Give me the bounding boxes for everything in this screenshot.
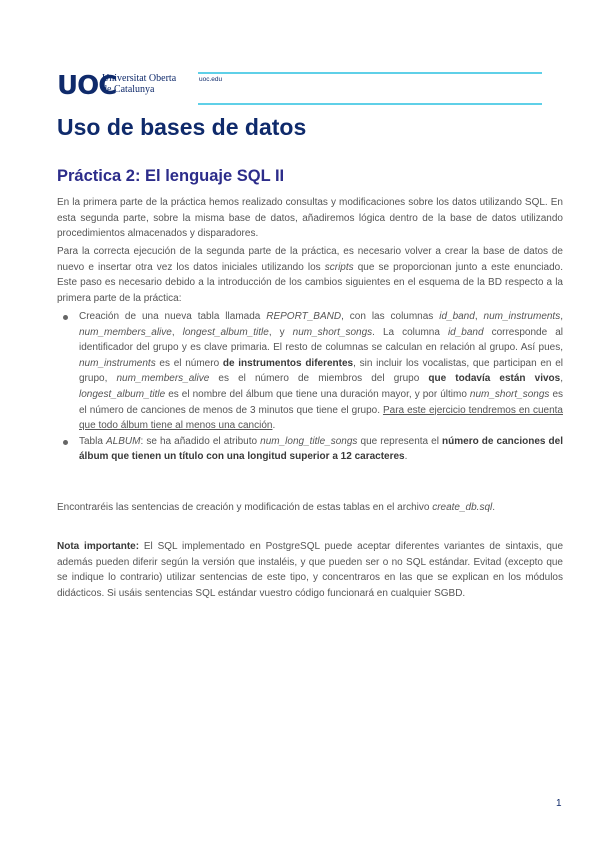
university-name: [102, 74, 176, 95]
uoc-logo: [57, 70, 197, 104]
column-name: num_members_alive: [79, 326, 172, 338]
column-name: num_short_songs: [292, 326, 373, 338]
note-text: El SQL implementado en PostgreSQL puede aceptar diferentes variantes de sintaxis, que además pueden diferir según la versión que instaléis, y que pueden ser o no SQL estándar. Evitad (excepto que se indique lo contrario) utilizar sentencias de este tipo, y concentraros en las que se explican en los módulos didácticos. Si usáis sentencias SQL estándar vuestro código funcionará en cualquier SGBD.: [57, 541, 564, 599]
underlined-note: Para este ejercicio tendremos en cuenta que todo álbum tiene al menos una canción: [79, 404, 563, 432]
header-rule-bottom: [198, 103, 542, 105]
column-name: num_long_title_songs: [260, 435, 358, 447]
document-title: Uso de bases de datos: [57, 114, 307, 140]
file-paragraph: [57, 500, 563, 516]
column-name: longest_album_title: [79, 388, 166, 400]
university-name-line2: de Catalunya: [102, 83, 155, 95]
uoc-logo-mark: UOC: [57, 71, 117, 101]
text: ,: [560, 311, 563, 322]
column-name: num_instruments: [483, 311, 561, 322]
text: es el número: [155, 357, 223, 369]
text: es el nombre del álbum que tiene una duración mayor, y por último: [165, 388, 470, 400]
uoc-url: uoc.edu: [199, 76, 223, 83]
table-name: REPORT_BAND: [266, 311, 342, 322]
text: Encontraréis las sentencias de creación y modificación de estas tablas en el archivo: [57, 502, 433, 513]
text: Creación de una nueva tabla llamada: [79, 311, 267, 322]
text: ,: [560, 373, 563, 385]
text: .: [404, 451, 408, 463]
intro-paragraph: En la primera parte de la práctica hemos realizado consultas y modificaciones sobre los datos utilizando SQL. En esta segunda parte, sobre la misma base de datos, añadiremos lógica dentro de la base de datos utilizando procedimientos almacenados y disparadores.: [57, 197, 563, 240]
column-name: num_instruments: [79, 357, 156, 369]
text: ,: [474, 311, 484, 322]
list-item-album: [57, 434, 563, 465]
text: es el número de miembros del grupo: [209, 373, 429, 385]
text: .: [492, 502, 496, 513]
schema-changes-list: [57, 309, 563, 465]
scripts-term: scripts: [324, 261, 354, 273]
text: . La columna: [372, 326, 448, 338]
text: Tabla: [79, 435, 106, 447]
text: que representa el: [357, 435, 443, 447]
document-subtitle: Práctica 2: El lenguaje SQL II: [57, 167, 285, 185]
table-name: ALBUM: [106, 435, 141, 447]
setup-text-1: Para la correcta ejecución de la segunda parte de la práctica, es necesario volver a crear la base de datos de nuevo e insertar otra vez los datos iniciales utilizando los: [57, 246, 563, 273]
text: , con las columnas: [341, 311, 440, 322]
column-name: id_band: [439, 311, 475, 322]
university-name-line1: Universitat Oberta: [102, 73, 177, 84]
text: , y: [268, 326, 293, 338]
emphasis: número de canciones del álbum que tienen un título con una longitud superior a 12 caracteres: [79, 435, 563, 463]
header-rule-top: [198, 72, 542, 74]
text: ,: [171, 326, 183, 338]
important-note: [57, 539, 563, 601]
column-name: id_band: [447, 326, 484, 338]
file-name: create_db.sql: [432, 502, 493, 513]
emphasis: de instrumentos diferentes: [222, 357, 354, 369]
column-name: longest_album_title: [182, 326, 269, 338]
note-label: Nota importante:: [57, 541, 140, 552]
text: es el número de canciones de menos de 3 minutos que tiene el grupo.: [79, 388, 564, 416]
text: .: [272, 420, 276, 432]
column-name: num_short_songs: [469, 388, 550, 400]
page-number: 1: [556, 798, 562, 809]
setup-paragraph: [57, 244, 563, 306]
list-item-report-band: [57, 309, 563, 434]
text: , sin incluir los vocalistas, que participan en el grupo,: [79, 357, 563, 385]
text: : se ha añadido el atributo: [140, 435, 261, 447]
emphasis: que todavía están vivos: [428, 373, 561, 385]
setup-text-2: que se proporcionan junto a este enunciado. Este paso es necesario debido a la introducción de los cambios siguientes en el esquema de la BD respecto a la primera parte de la práctica:: [57, 261, 563, 304]
text: corresponde al identificador del grupo y es clave primaria. El resto de columnas se calculan en relación al grupo. Así pues,: [79, 326, 563, 354]
column-name: num_members_alive: [116, 373, 210, 385]
